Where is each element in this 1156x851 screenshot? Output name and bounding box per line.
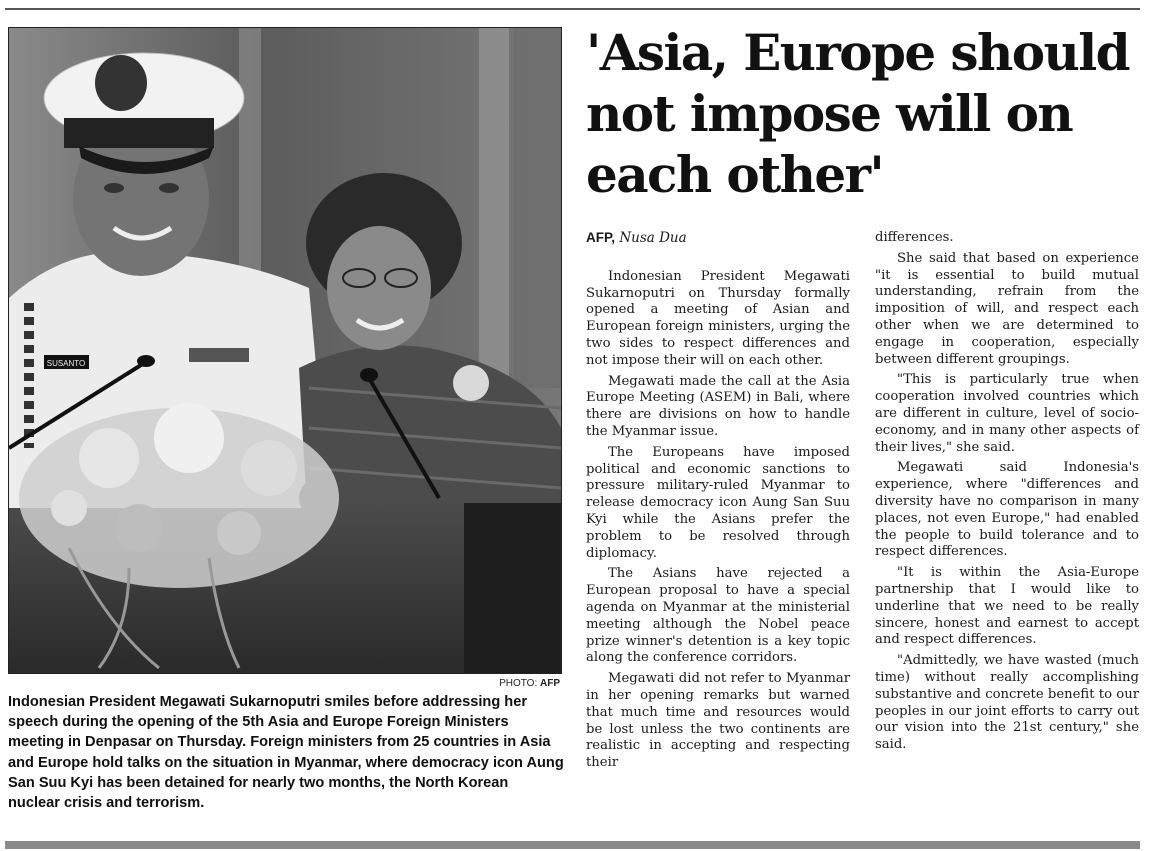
paragraph-continuation: differences. (875, 230, 954, 245)
news-photo (8, 27, 562, 674)
paragraph: "It is within the Asia-Europe partnership that I would like to underline that we need to be really sincere, honest and earnest to accept and respect differences. (875, 565, 1139, 648)
headline: 'Asia, Europe should not impose will on each other' (586, 23, 1129, 204)
photo-credit (480, 678, 560, 689)
photo-credit-source: AFP (540, 678, 560, 689)
photo-caption: Indonesian President Megawati Sukarnoputri smiles before addressing her speech during the opening of the 5th Asia and Europe Foreign Ministers meeting in Denpasar on Thursday. Foreign ministers from 25 countries in Asia and Europe hold talks on the situation in Myanmar, where democracy icon Aung San Suu Kyi has been detained for nearly two months, the North Korean nuclear crisis and terrorism. (8, 694, 564, 812)
paragraph: "Admittedly, we have wasted (much time) without really accomplishing substantive and concrete benefit to our peoples in our joint efforts to carry out our vision into the 21st century," she said. (875, 653, 1139, 753)
paragraph: Megawati did not refer to Myanmar in her opening remarks but warned that much time and resources would be lost unless the two continents are realistic in accepting and respecting their (586, 671, 850, 771)
paragraph: The Europeans have imposed political and economic sanctions to pressure military-ruled Myanmar to release democracy icon Aung San Suu Kyi while the Asians prefer the problem to be resolved through diplomacy. (586, 444, 850, 561)
paragraph: Indonesian President Megawati Sukarnoputri on Thursday formally opened a meeting of Asian and European foreign ministers, urging the two sides to respect differences and not impose their will on each other. (586, 268, 850, 368)
article-column-1 (586, 230, 850, 776)
photo-credit-label: PHOTO: (499, 678, 538, 689)
paragraph: Megawati made the call at the Asia Europe Meeting (ASEM) in Bali, where there are divisions on how to handle the Myanmar issue. (586, 373, 850, 439)
name-tag: SUSANTO (46, 359, 86, 368)
bottom-rule (5, 841, 1140, 849)
paragraph: "This is particularly true when cooperation involved countries which are different in culture, level of socio-economy, and in many other aspects of their lives," she said. (875, 372, 1139, 455)
byline-agency: AFP, (586, 230, 616, 245)
paragraph: She said that based on experience "it is essential to build mutual understanding, refrain from the imposition of will, and respect each other when we are determined to engage in cooperation, especially between different groupings. (875, 250, 1139, 367)
paragraph: Megawati said Indonesia's experience, where "differences and diversity have no comparison in many places, not even Europe," had enabled the people to build tolerance and to respect differences. (875, 460, 1139, 560)
article-column-2 (875, 230, 1139, 758)
byline-place: Nusa Dua (619, 230, 687, 246)
top-rule (5, 8, 1140, 10)
paragraph: The Asians have rejected a European proposal to have a special agenda on Myanmar at the ministerial meeting although the Nobel peace prize winner's detention is a key topic along the conference corridors. (586, 566, 850, 666)
byline (586, 230, 850, 247)
